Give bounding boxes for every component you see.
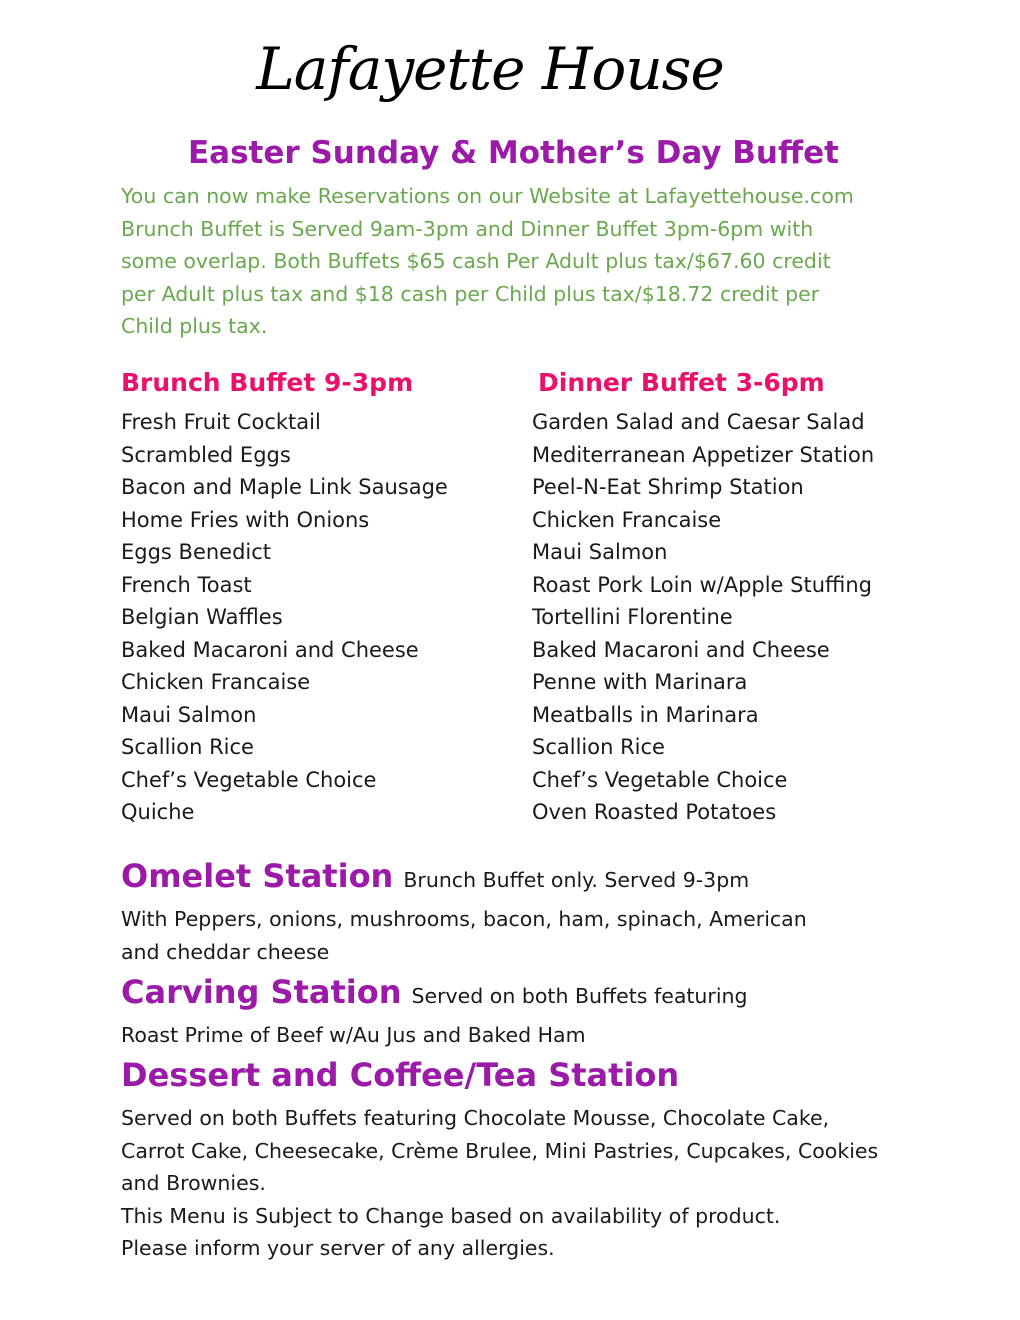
dessert-station-heading: Dessert and Coffee/Tea Station xyxy=(121,1056,680,1094)
list-item: Meatballs in Marinara xyxy=(532,702,759,727)
intro-line: Brunch Buffet is Served 9am-3pm and Dinner Buffet 3pm-6pm with xyxy=(121,216,814,241)
list-item: Garden Salad and Caesar Salad xyxy=(532,410,865,434)
list-item: Chef’s Vegetable Choice xyxy=(121,767,377,792)
description-line: and cheddar cheese xyxy=(121,939,330,964)
list-item: Bacon and Maple Link Sausage xyxy=(121,475,448,499)
list-item: Baked Macaroni and Cheese xyxy=(532,637,830,662)
intro-line: You can now make Reservations on our Website at Lafayettehouse.com xyxy=(121,184,854,208)
omelet-station-description xyxy=(121,903,807,968)
omelet-station-heading: Omelet Station xyxy=(121,857,394,895)
description-line: and Brownies. xyxy=(121,1171,266,1195)
list-item: Chef’s Vegetable Choice xyxy=(532,767,788,792)
list-item: Home Fries with Onions xyxy=(121,507,370,532)
list-item: Tortellini Florentine xyxy=(532,605,733,629)
intro-line: per Adult plus tax and $18 cash per Child plus tax/$18.72 credit per xyxy=(121,281,820,306)
page-title: Lafayette House xyxy=(256,35,724,103)
dinner-heading: Dinner Buffet 3-6pm xyxy=(538,368,825,397)
list-item: Peel-N-Eat Shrimp Station xyxy=(532,475,804,499)
list-item: Mediterranean Appetizer Station xyxy=(532,442,875,467)
list-item: Oven Roasted Potatoes xyxy=(532,800,777,824)
brunch-heading: Brunch Buffet 9-3pm xyxy=(121,368,414,397)
brunch-menu-list xyxy=(121,406,448,829)
omelet-station-note: Brunch Buffet only. Served 9-3pm xyxy=(403,868,750,892)
description-line: Roast Prime of Beef w/Au Jus and Baked Ham xyxy=(121,1023,586,1047)
list-item: Chicken Francaise xyxy=(532,507,722,532)
list-item: Roast Pork Loin w/Apple Stuffing xyxy=(532,572,872,597)
description-line: Served on both Buffets featuring Chocolate Mousse, Chocolate Cake, xyxy=(121,1106,830,1130)
list-item: Maui Salmon xyxy=(121,702,257,727)
list-item: Quiche xyxy=(121,800,195,824)
list-item: Scallion Rice xyxy=(121,735,254,759)
carving-station-description xyxy=(121,1019,586,1052)
carving-station-heading: Carving Station xyxy=(121,973,402,1011)
dinner-menu-list xyxy=(532,406,874,829)
dessert-station-header xyxy=(121,1056,679,1094)
list-item: Scrambled Eggs xyxy=(121,442,291,467)
description-line: Please inform your server of any allergies. xyxy=(121,1236,555,1260)
list-item: Scallion Rice xyxy=(532,735,665,759)
intro-paragraph xyxy=(121,180,911,343)
omelet-station-header xyxy=(121,857,749,895)
list-item: Penne with Marinara xyxy=(532,670,748,694)
description-line: Carrot Cake, Cheesecake, Crème Brulee, Mini Pastries, Cupcakes, Cookies xyxy=(121,1138,879,1163)
intro-line: some overlap. Both Buffets $65 cash Per Adult plus tax/$67.60 credit xyxy=(121,249,831,273)
list-item: French Toast xyxy=(121,572,252,597)
description-line: This Menu is Subject to Change based on availability of product. xyxy=(121,1203,781,1228)
dessert-station-description xyxy=(121,1102,878,1265)
list-item: Belgian Waffles xyxy=(121,605,283,629)
list-item: Eggs Benedict xyxy=(121,540,272,564)
list-item: Baked Macaroni and Cheese xyxy=(121,637,419,662)
page-subtitle: Easter Sunday & Mother’s Day Buffet xyxy=(188,135,839,171)
intro-line: Child plus tax. xyxy=(121,314,268,338)
list-item: Maui Salmon xyxy=(532,540,668,564)
carving-station-note: Served on both Buffets featuring xyxy=(411,984,748,1008)
list-item: Chicken Francaise xyxy=(121,670,311,694)
carving-station-header xyxy=(121,973,748,1011)
list-item: Fresh Fruit Cocktail xyxy=(121,410,321,434)
description-line: With Peppers, onions, mushrooms, bacon, ham, spinach, American xyxy=(121,907,807,931)
